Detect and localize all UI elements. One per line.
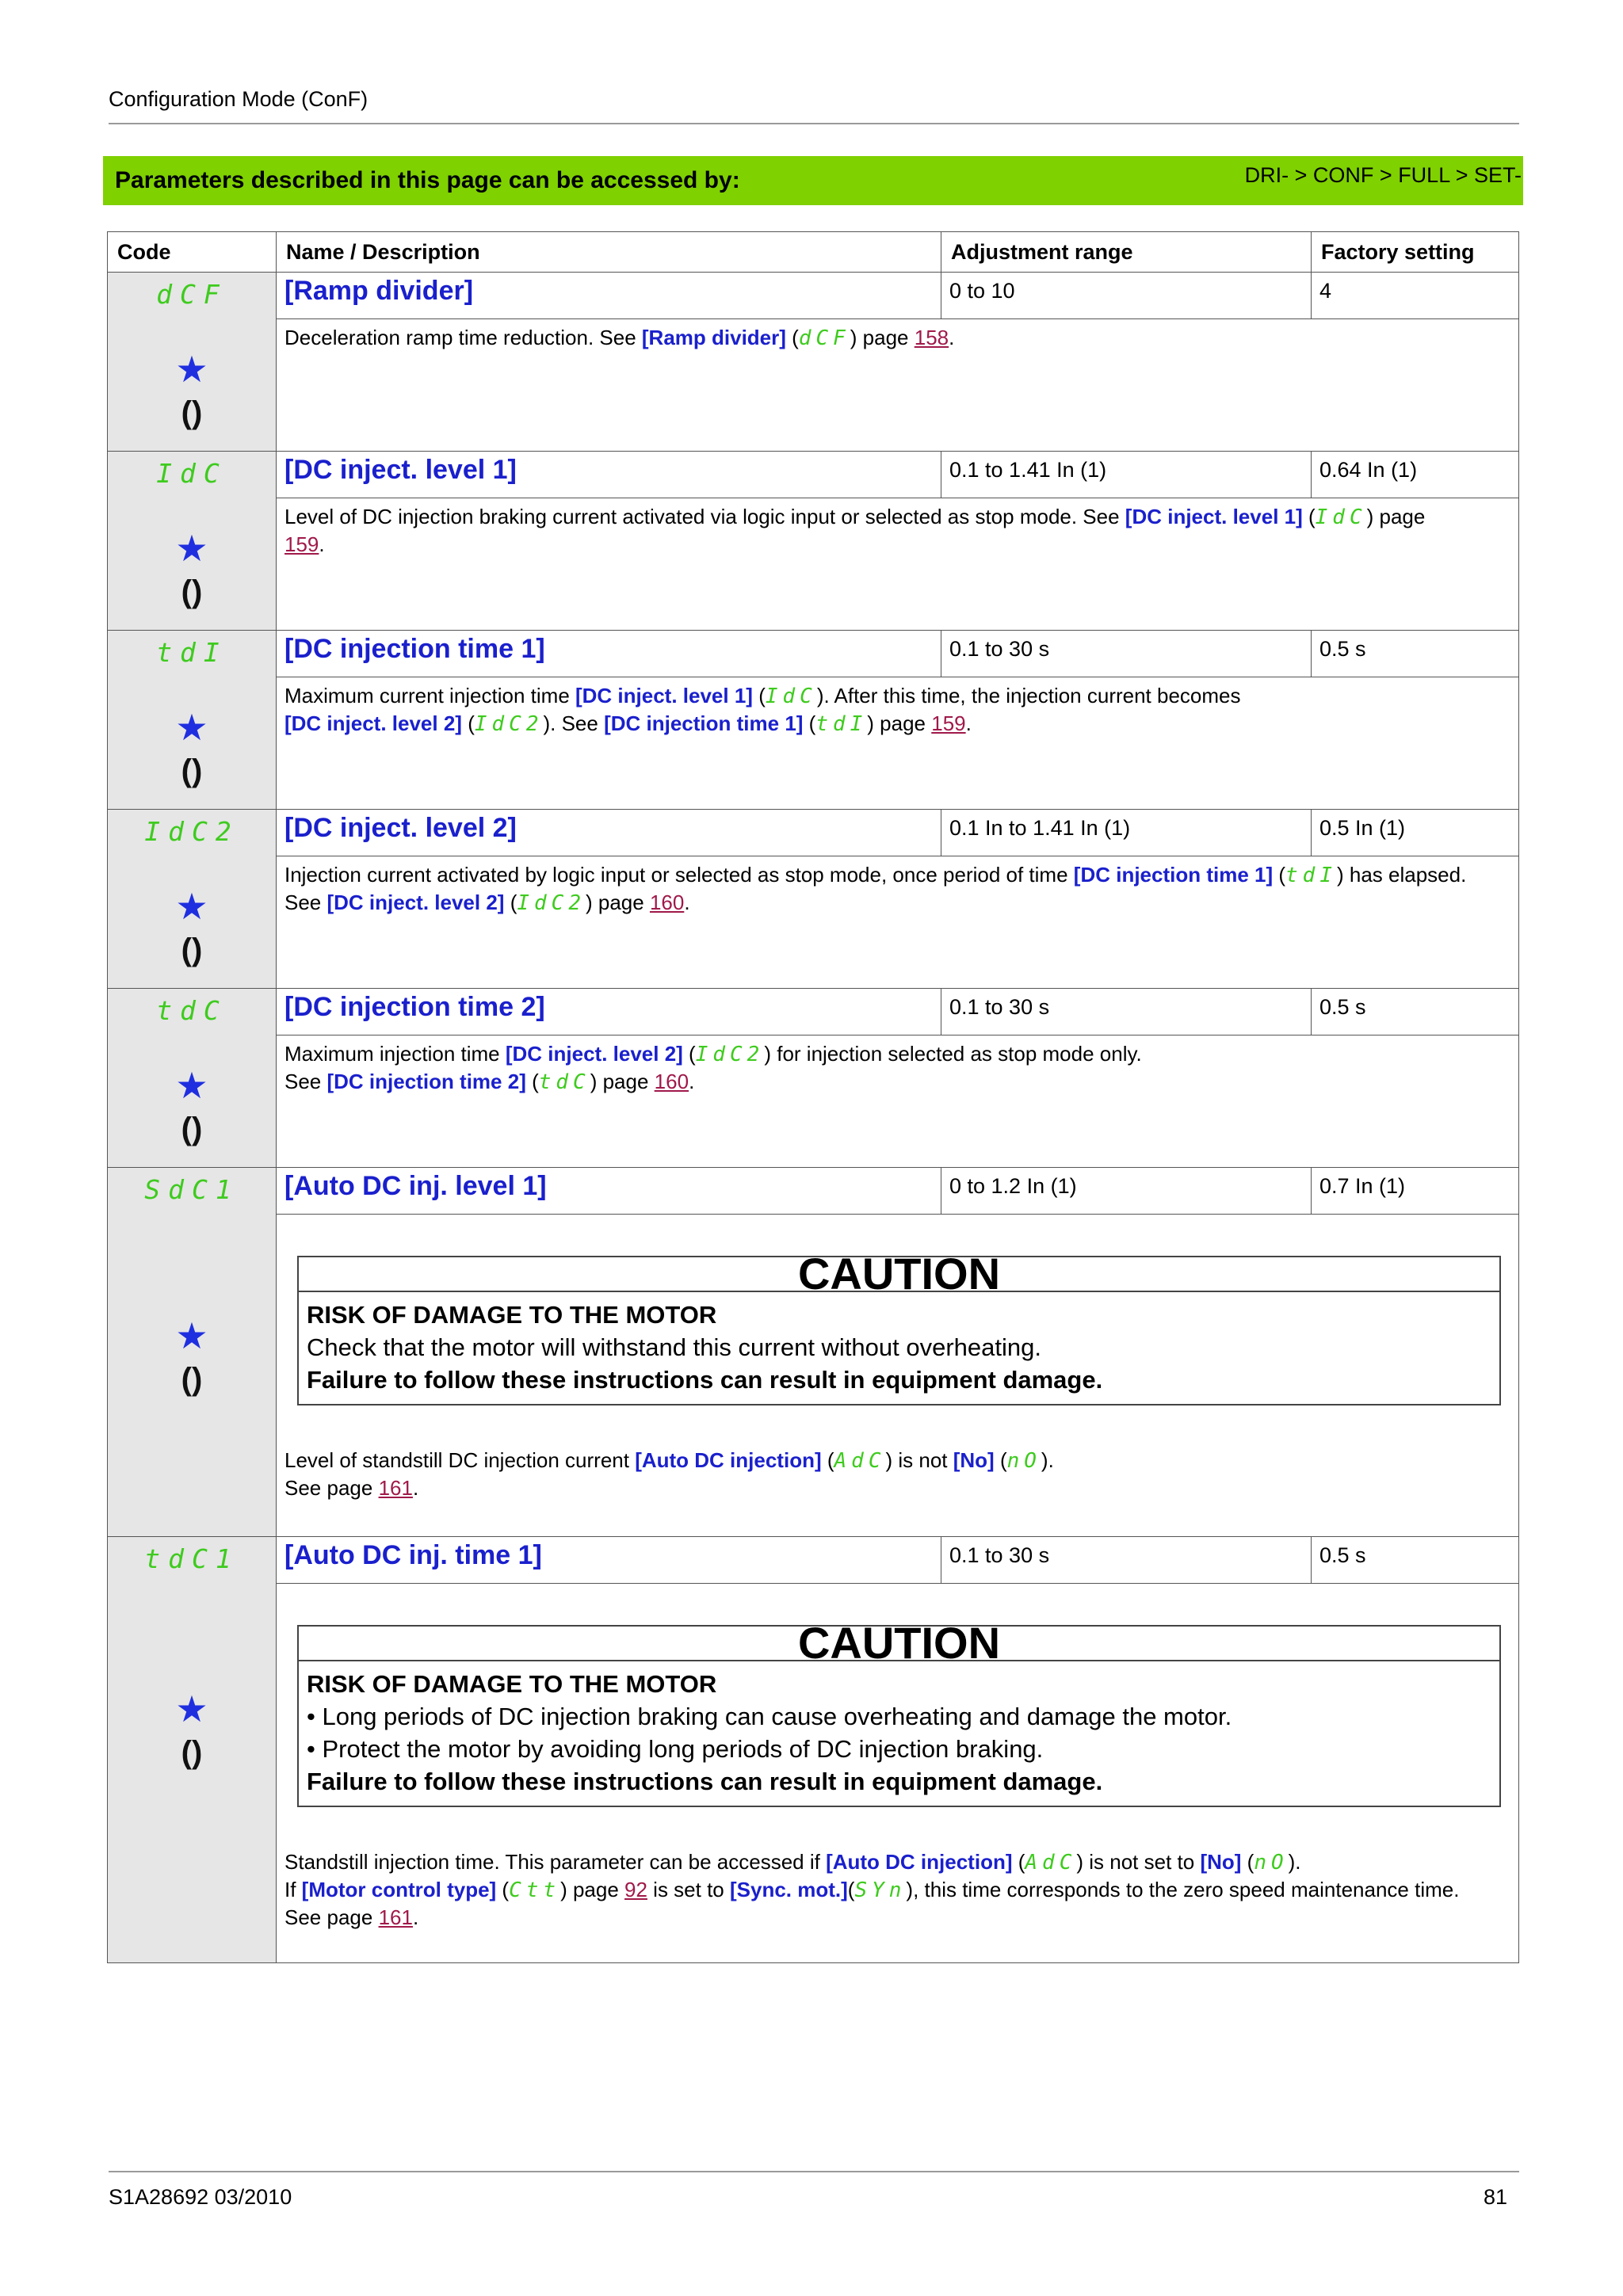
page-header: Configuration Mode (ConF) <box>109 87 369 111</box>
param-name: [DC injection time 2] <box>277 989 941 1035</box>
parameter-row <box>108 1537 1519 1584</box>
param-code-cell <box>108 452 277 631</box>
page-link[interactable]: 159 <box>931 711 966 735</box>
param-name: [Ramp divider] <box>277 273 941 319</box>
description-segment: Level of standstill DC injection current <box>285 1448 636 1472</box>
description-segment: ) page <box>560 1878 625 1901</box>
param-code: IdC2 <box>144 816 239 847</box>
parameter-desc-row <box>108 1035 1519 1168</box>
param-factory-setting: 4 <box>1312 273 1519 319</box>
param-code: tdI <box>156 637 227 668</box>
param-code-cell <box>108 989 277 1168</box>
parameter-row <box>108 1168 1519 1215</box>
param-reference: [Auto DC injection] <box>635 1448 822 1472</box>
description-segment: ( <box>803 711 816 735</box>
code-spacer <box>108 847 276 887</box>
sync-icon: () <box>181 1362 203 1397</box>
footer-rule <box>109 2171 1519 2172</box>
parameter-row <box>108 273 1519 319</box>
code-spacer <box>108 310 276 349</box>
code-spacer <box>108 489 276 528</box>
description-segment: If <box>285 1878 302 1901</box>
param-code-cell <box>108 1168 277 1537</box>
param-adjustment-range: 0.1 to 1.41 In (1) <box>941 452 1312 498</box>
param-adjustment-range: 0.1 to 30 s <box>941 989 1312 1035</box>
star-icon: ★ <box>175 1315 208 1356</box>
param-reference: [Motor control type] <box>301 1878 497 1901</box>
sync-icon: () <box>181 1735 203 1770</box>
sync-icon: () <box>181 933 203 967</box>
param-factory-setting: 0.5 s <box>1312 1537 1519 1584</box>
param-reference: [DC inject. level 1] <box>1125 505 1303 528</box>
param-name: [Auto DC inj. level 1] <box>277 1168 941 1215</box>
param-code-inline: SYn <box>854 1878 907 1902</box>
code-spacer <box>108 1205 276 1316</box>
param-description <box>277 1584 1519 1963</box>
col-header-name: Name / Description <box>277 232 941 273</box>
parameter-row <box>108 631 1519 677</box>
param-reference: [DC injection time 1] <box>1073 863 1274 887</box>
sync-icon: () <box>181 395 203 430</box>
description-segment: Maximum current injection time <box>285 684 575 707</box>
param-description <box>277 1035 1519 1168</box>
param-code-inline: nO <box>1254 1851 1289 1875</box>
description-segment: ( <box>847 1878 855 1901</box>
param-name: [DC inject. level 1] <box>277 452 941 498</box>
description-segment: ( <box>525 1070 539 1093</box>
description-segment: ( <box>461 711 475 735</box>
page-link[interactable]: 161 <box>378 1905 413 1929</box>
caution-body <box>299 1292 1499 1404</box>
sync-icon: () <box>181 753 203 788</box>
caution-line: RISK OF DAMAGE TO THE MOTOR <box>307 1670 717 1698</box>
access-banner <box>103 156 1523 205</box>
star-icon: ★ <box>175 886 208 927</box>
page-link[interactable]: 159 <box>285 532 319 556</box>
menu-path: DRI- > CONF > FULL > SET- <box>1244 163 1522 187</box>
description-segment: Deceleration ramp time reduction. See <box>285 326 642 349</box>
param-description <box>277 319 1519 452</box>
param-reference: [Auto DC injection] <box>826 1850 1013 1874</box>
star-icon: ★ <box>175 349 208 390</box>
parameter-desc-row <box>108 498 1519 631</box>
description-segment: ) for injection selected as stop mode only. <box>764 1042 1142 1066</box>
description-segment: ( <box>1241 1850 1254 1874</box>
param-adjustment-range: 0 to 1.2 In (1) <box>941 1168 1312 1215</box>
param-code: tdC1 <box>144 1543 239 1574</box>
param-adjustment-range: 0 to 10 <box>941 273 1312 319</box>
param-reference: [No] <box>1200 1850 1242 1874</box>
star-icon: ★ <box>175 707 208 748</box>
description-segment: ( <box>682 1042 696 1066</box>
col-header-range: Adjustment range <box>941 232 1312 273</box>
description-segment: . <box>319 532 325 556</box>
description-segment: ) page <box>867 711 932 735</box>
caution-box <box>297 1618 1501 1807</box>
param-factory-setting: 0.5 s <box>1312 631 1519 677</box>
parameter-desc-row <box>108 856 1519 989</box>
footer-doc-ref: S1A28692 03/2010 <box>109 2185 292 2209</box>
description-segment: ) is not set to <box>1076 1850 1201 1874</box>
param-code-inline: IdC <box>765 685 817 708</box>
param-code-cell <box>108 631 277 810</box>
description-segment: ). <box>1288 1850 1301 1874</box>
param-reference: [DC injection time 2] <box>327 1070 526 1093</box>
description-segment: ) has elapsed. <box>1337 863 1467 887</box>
param-code-inline: tdI <box>1285 864 1337 887</box>
param-description <box>277 856 1519 989</box>
description-text <box>285 682 1510 738</box>
parameters-body <box>108 273 1519 1963</box>
description-segment: ( <box>821 1448 834 1472</box>
caution-line: • Protect the motor by avoiding long periods of DC injection braking. <box>307 1735 1044 1763</box>
banner-title: Parameters described in this page can be accessed by: <box>115 167 740 193</box>
description-segment: ) page <box>590 1070 655 1093</box>
description-segment: . <box>949 326 955 349</box>
code-spacer <box>108 668 276 707</box>
caution-title: CAUTION <box>299 1257 1499 1292</box>
param-reference: [Sync. mot.] <box>729 1878 848 1901</box>
description-segment: ) page <box>1366 505 1426 528</box>
param-adjustment-range: 0.1 In to 1.41 In (1) <box>941 810 1312 856</box>
param-description <box>277 1215 1519 1537</box>
parameter-desc-row <box>108 1584 1519 1963</box>
footer-page-number: 81 <box>1483 2185 1507 2209</box>
description-segment: . <box>965 711 972 735</box>
description-text <box>285 1447 1510 1501</box>
page-link[interactable]: 161 <box>378 1476 413 1500</box>
caution-line: Check that the motor will withstand this current without overheating. <box>307 1333 1042 1361</box>
param-code-inline: AdC <box>834 1449 886 1473</box>
param-code-inline: AdC <box>1025 1851 1077 1875</box>
param-code-inline: IdC2 <box>517 891 586 915</box>
description-segment: is set to <box>647 1878 730 1901</box>
description-segment: ). <box>1041 1448 1054 1472</box>
param-reference: [DC inject. level 2] <box>327 891 505 914</box>
description-segment: Injection current activated by logic input or selected as stop mode, once period of time <box>285 863 1074 887</box>
page-link[interactable]: 160 <box>649 891 685 914</box>
description-text <box>285 1848 1510 1931</box>
param-code-cell <box>108 810 277 989</box>
caution-line: • Long periods of DC injection braking can cause overheating and damage the motor. <box>307 1703 1232 1730</box>
description-text <box>285 324 1510 352</box>
param-code-cell <box>108 1537 277 1963</box>
page-link[interactable]: 158 <box>914 326 949 349</box>
caution-title: CAUTION <box>299 1627 1499 1661</box>
param-code: dCF <box>156 279 227 310</box>
description-segment: ( <box>752 684 766 707</box>
description-segment: Maximum injection time <box>285 1042 506 1066</box>
description-segment: ) page <box>850 326 915 349</box>
description-segment: ( <box>1302 505 1316 528</box>
param-description <box>277 677 1519 810</box>
param-code: tdC <box>156 995 227 1026</box>
parameter-desc-row <box>108 677 1519 810</box>
param-code-inline: IdC2 <box>695 1043 765 1066</box>
param-reference: [DC injection time 1] <box>604 711 804 735</box>
sync-icon: () <box>181 1112 203 1146</box>
description-segment: See page <box>285 1476 379 1500</box>
description-segment: ( <box>785 326 799 349</box>
param-reference: [DC inject. level 2] <box>285 711 462 735</box>
description-text <box>285 1040 1510 1096</box>
caution-line: RISK OF DAMAGE TO THE MOTOR <box>307 1301 717 1329</box>
page-link[interactable]: 92 <box>624 1878 647 1901</box>
code-spacer <box>108 1026 276 1066</box>
header-rule <box>109 123 1519 124</box>
description-segment: ). See <box>543 711 605 735</box>
star-icon: ★ <box>175 1688 208 1730</box>
param-name: [Auto DC inj. time 1] <box>277 1537 941 1584</box>
param-factory-setting: 0.64 In (1) <box>1312 452 1519 498</box>
description-segment: ). After this time, the injection current becomes <box>816 684 1241 707</box>
description-text <box>285 861 1510 917</box>
param-code-inline: Ctt <box>509 1878 561 1902</box>
description-segment: ( <box>504 891 517 914</box>
description-segment: See page <box>285 1905 379 1929</box>
param-code-inline: IdC <box>1315 505 1367 529</box>
param-factory-setting: 0.5 In (1) <box>1312 810 1519 856</box>
parameter-desc-row <box>108 319 1519 452</box>
param-name: [DC injection time 1] <box>277 631 941 677</box>
parameter-desc-row <box>108 1215 1519 1537</box>
param-reference: [DC inject. level 1] <box>575 684 753 707</box>
param-code-inline: IdC2 <box>474 712 544 736</box>
param-code-inline: tdI <box>815 712 868 736</box>
description-segment: ( <box>496 1878 510 1901</box>
parameter-row <box>108 810 1519 856</box>
param-code-cell <box>108 273 277 452</box>
param-code-inline: nO <box>1006 1449 1041 1473</box>
description-segment: ) is not <box>885 1448 953 1472</box>
param-reference: [Ramp divider] <box>641 326 786 349</box>
caution-box <box>297 1249 1501 1405</box>
param-adjustment-range: 0.1 to 30 s <box>941 1537 1312 1584</box>
description-segment: Standstill injection time. This parameter can be accessed if <box>285 1850 827 1874</box>
description-segment: ), this time corresponds to the zero speed maintenance time. <box>906 1878 1460 1901</box>
star-icon: ★ <box>175 528 208 569</box>
col-header-factory: Factory setting <box>1312 232 1519 273</box>
description-segment: See <box>285 1070 327 1093</box>
param-factory-setting: 0.7 In (1) <box>1312 1168 1519 1215</box>
param-code-inline: tdC <box>538 1070 590 1094</box>
description-segment: . <box>412 1905 419 1929</box>
description-segment: Level of DC injection braking current activated via logic input or selected as stop mode. See <box>285 505 1125 528</box>
description-text <box>285 503 1510 558</box>
description-segment: . <box>412 1476 419 1500</box>
star-icon: ★ <box>175 1065 208 1106</box>
description-segment: . <box>689 1070 695 1093</box>
param-adjustment-range: 0.1 to 30 s <box>941 631 1312 677</box>
table-header-row <box>108 232 1519 273</box>
param-reference: [No] <box>953 1448 995 1472</box>
parameter-row <box>108 452 1519 498</box>
caution-body <box>299 1661 1499 1806</box>
param-description <box>277 498 1519 631</box>
param-code: SdC1 <box>144 1174 239 1205</box>
description-segment: ( <box>994 1448 1007 1472</box>
description-segment: ( <box>1012 1850 1025 1874</box>
page-link[interactable]: 160 <box>654 1070 689 1093</box>
param-code: IdC <box>156 458 227 489</box>
param-reference: [DC inject. level 2] <box>505 1042 683 1066</box>
caution-line: Failure to follow these instructions can result in equipment damage. <box>307 1768 1103 1795</box>
description-segment: ( <box>1273 863 1286 887</box>
description-segment: . <box>684 891 690 914</box>
description-segment: See <box>285 891 327 914</box>
code-spacer <box>108 1574 276 1689</box>
col-header-code: Code <box>108 232 277 273</box>
parameters-table <box>107 231 1519 1963</box>
sync-icon: () <box>181 574 203 609</box>
param-factory-setting: 0.5 s <box>1312 989 1519 1035</box>
param-code-inline: dCF <box>798 326 850 350</box>
caution-line: Failure to follow these instructions can result in equipment damage. <box>307 1366 1103 1394</box>
description-segment: ) page <box>585 891 650 914</box>
param-name: [DC inject. level 2] <box>277 810 941 856</box>
parameter-row <box>108 989 1519 1035</box>
